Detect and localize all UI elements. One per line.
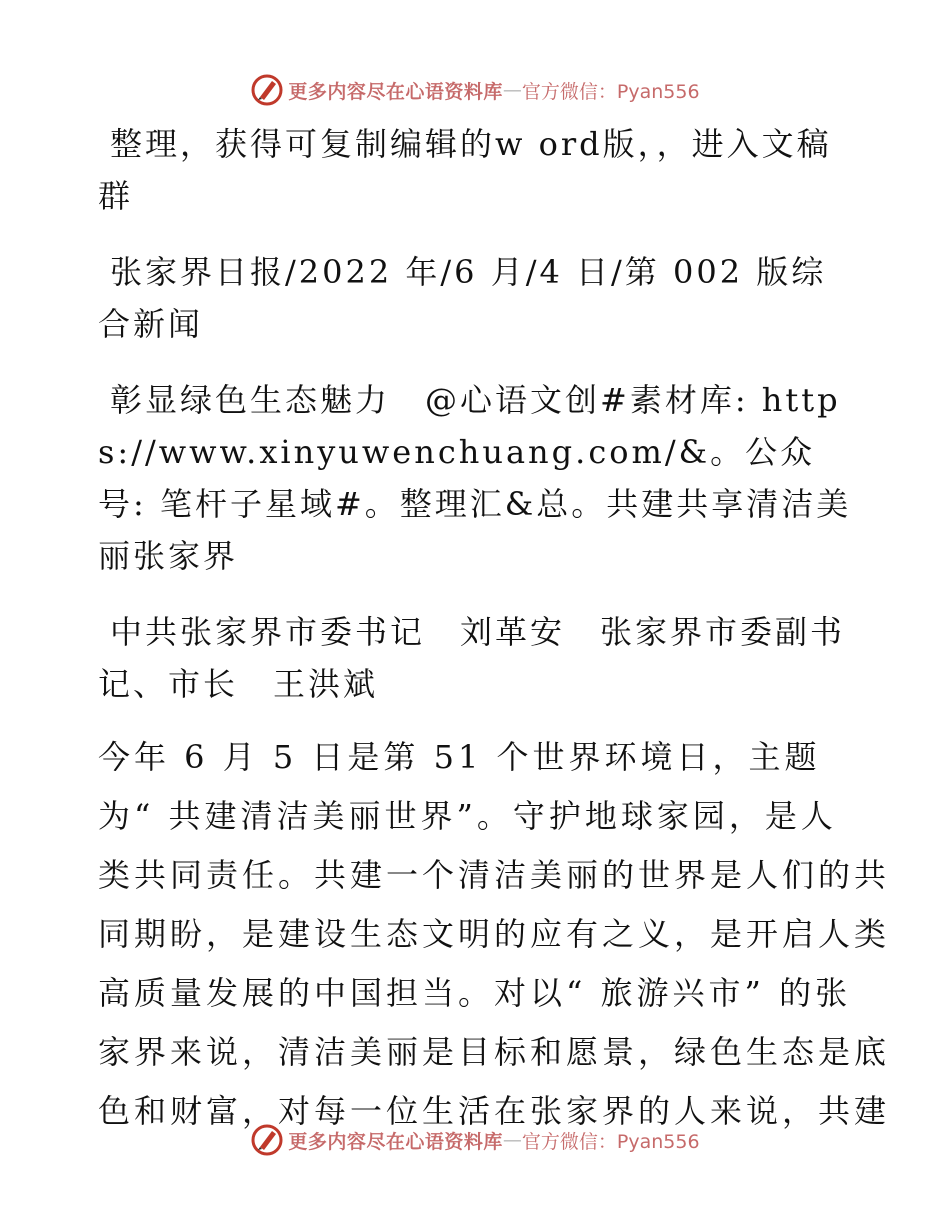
body-line: 同期盼，是建设生态文明的应有之义，是开启人类	[98, 915, 891, 953]
banner-separator: —	[502, 79, 522, 101]
banner-separator: —	[502, 1129, 522, 1151]
pen-logo-icon	[250, 73, 284, 107]
paragraph-intro: 整理，获得可复制编辑的w ord版，，进入文稿群	[98, 125, 832, 215]
banner-wechat-text: 官方微信：Pyan556	[521, 80, 700, 103]
pen-logo-icon	[250, 1123, 284, 1157]
document-body	[98, 118, 891, 1141]
body-line: 家界来说，清洁美丽是目标和愿景，绿色生态是底	[98, 1033, 891, 1071]
article-body	[98, 728, 891, 1141]
banner-wechat-text: 官方微信：Pyan556	[521, 1130, 700, 1153]
banner-promo-text: 更多内容尽在心语资料库	[288, 1130, 503, 1153]
header-banner	[0, 70, 950, 110]
paragraph-title: 彰显绿色生态魅力 @心语文创#素材库: https://www.xinyuwenchuang.com/&。公众号: 笔杆子星域#。整理汇&总。共建共享清洁美丽张家界	[98, 381, 852, 575]
paragraph-authors: 中共张家界市委书记 刘革安 张家界市委副书记、市长 王洪斌	[98, 613, 846, 703]
body-line: 色和财富，对每一位生活在张家界的人来说，共建	[98, 1092, 891, 1130]
footer-banner	[0, 1120, 950, 1160]
banner-promo-text: 更多内容尽在心语资料库	[288, 80, 503, 103]
body-line: 高质量发展的中国担当。对以“ 旅游兴市” 的张	[98, 974, 852, 1012]
body-line: 为“ 共建清洁美丽世界”。守护地球家园，是人	[98, 797, 837, 835]
body-line: 今年 6 月 5 日是第 51 个世界环境日，主题	[98, 738, 821, 776]
body-line: 类共同责任。共建一个清洁美丽的世界是人们的共	[98, 856, 891, 894]
paragraph-source: 张家界日报/2022 年/6 月/4 日/第 002 版综合新闻	[98, 253, 827, 343]
